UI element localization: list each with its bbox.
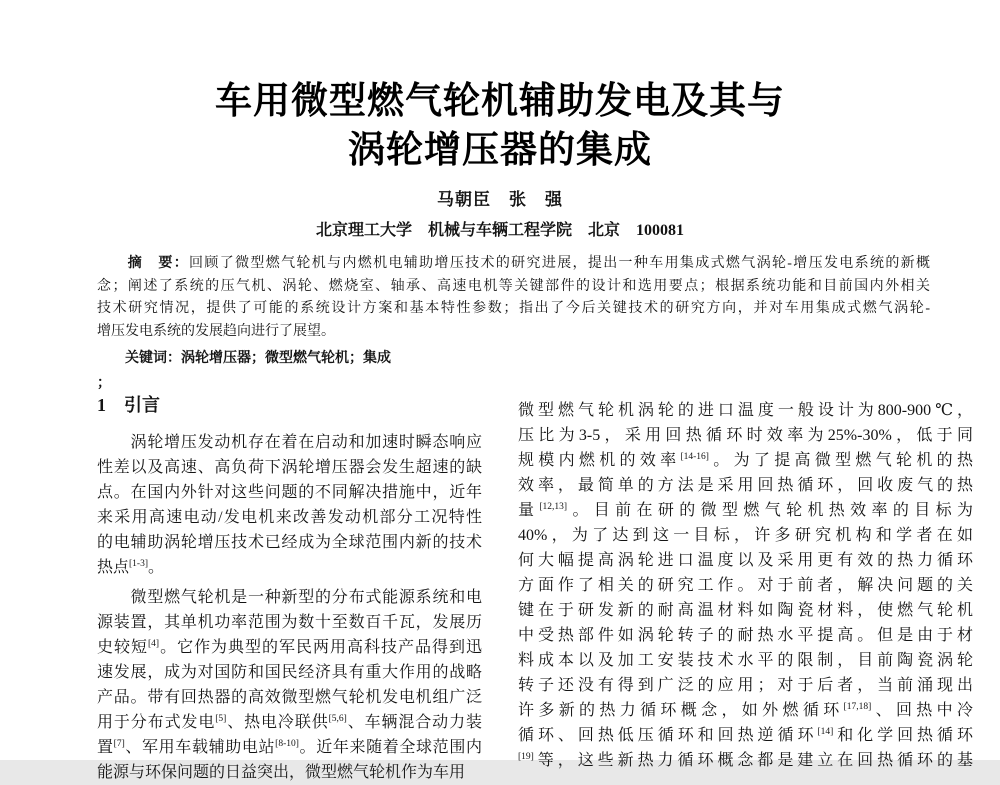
paper-title [0, 76, 1000, 174]
right-column [518, 394, 973, 785]
text-line: 料成本以及加工安装技术水平的限制，目前陶瓷涡轮 [518, 652, 973, 669]
stray-scan-mark: ； [97, 376, 111, 391]
text-line: 技术研究情况，提供了可能的系统设计方案和基本特性参数；指出了今后关键技术的研究方向，并对车用集成式燃气涡轮- [97, 301, 930, 316]
text-line: 置[7]、军用车载辅助电站[8-10]。近年来随着全球范围内 [97, 739, 482, 756]
affiliation: 北京理工大学 机械与车辆工程学院 北京 100081 [315, 222, 684, 239]
paper-title-line1: 车用微型燃气轮机辅助发电及其与 [215, 80, 785, 121]
text-line: 点。在国内外针对这些问题的不同解决措施中，近年 [97, 484, 482, 501]
text-line: 速发展，成为对国防和国民经济具有重大作用的战略 [97, 664, 482, 681]
text-line: 中受热部件如涡轮转子的耐热水平提高。但是由于材 [518, 627, 973, 644]
text-line: 许多新的热力循环概念，如外燃循环[17,18]、回热中冷 [518, 702, 973, 719]
text-line: 循环、回热低压循环和回热逆循环[14]和化学回热循环 [518, 727, 973, 744]
section-heading-introduction: 1 引言 [97, 395, 160, 415]
text-line: 规模内燃机的效率[14-16]。为了提高微型燃气轮机的热 [518, 452, 973, 469]
text-line: 热点[1-3]。 [97, 559, 165, 576]
text-line: 微型燃气轮机涡轮的进口温度一般设计为800-900℃， [518, 402, 973, 419]
text-line: 何大幅提高涡轮进口温度以及采用更有效的热力循环 [518, 552, 973, 569]
text-line: 用于分布式发电[5]、热电冷联供[5,6]、车辆混合动力装 [97, 714, 482, 731]
text-line: 微型燃气轮机是一种新型的分布式能源系统和电 [97, 589, 482, 606]
keywords-line: 关键词：涡轮增压器；微型燃气轮机；集成 [125, 351, 391, 366]
text-line: 效率，最简单的方法是采用回热循环，回收废气的热 [518, 477, 973, 494]
paper-title-line2: 涡轮增压器的集成 [348, 129, 652, 170]
text-line: 键在于研发新的耐高温材料如陶瓷材料，使燃气轮机 [518, 602, 973, 619]
text-line: 压比为3-5，采用回热循环时效率为25%-30%，低于同 [518, 427, 973, 444]
left-column [97, 394, 482, 785]
text-line: 40%，为了达到这一目标，许多研究机构和学者在如 [518, 527, 973, 544]
text-line: 源装置，其单机功率范围为数十至数百千瓦，发展历 [97, 614, 482, 631]
text-line: 能源与环保问题的日益突出，微型燃气轮机作为车用 [97, 764, 466, 781]
text-line: 性差以及高速、高负荷下涡轮增压器会发生超速的缺 [97, 459, 482, 476]
text-line: 增压发电系统的发展趋向进行了展望。 [97, 323, 335, 339]
text-line: 产品。带有回热器的高效微型燃气轮机发电机组广泛 [97, 689, 482, 706]
abstract-block [97, 253, 930, 343]
right-paragraph-1 [518, 398, 973, 773]
keywords-block [97, 348, 930, 371]
text-line: 史较短[4]。它作为典型的军民两用高科技产品得到迅 [97, 639, 482, 656]
authors: 马朝臣 张 强 [437, 190, 563, 209]
text-line: [19]等，这些新热力循环概念都是建立在回热循环的基 [518, 752, 973, 769]
text-line: 涡轮增压发动机存在着在启动和加速时瞬态响应 [97, 434, 482, 451]
text-line: 的电辅助涡轮增压技术已经成为全球范围内新的技术 [97, 534, 482, 551]
text-line: 转子还没有得到广泛的应用；对于后者，当前涌现出 [518, 677, 973, 694]
two-column-body [97, 394, 973, 785]
text-line: 摘 要：回顾了微型燃气轮机与内燃机电辅助增压技术的研究进展，提出一种车用集成式燃气涡轮-增压发电系统的新概 [127, 256, 930, 271]
text-line: 念；阐述了系统的压气机、涡轮、燃烧室、轴承、高速电机等关键部件的设计和选用要点；根据系统功能和目前国内外相关 [97, 278, 930, 294]
text-line: 来采用高速电动/发电机来改善发动机部分工况特性 [97, 509, 482, 526]
text-line: 方面作了相关的研究工作。对于前者，解决问题的关 [518, 577, 973, 594]
text-line: 量[12,13]。目前在研的微型燃气轮机热效率的目标为 [518, 502, 973, 519]
left-paragraph-2 [97, 585, 482, 785]
left-paragraph-1 [97, 430, 482, 580]
